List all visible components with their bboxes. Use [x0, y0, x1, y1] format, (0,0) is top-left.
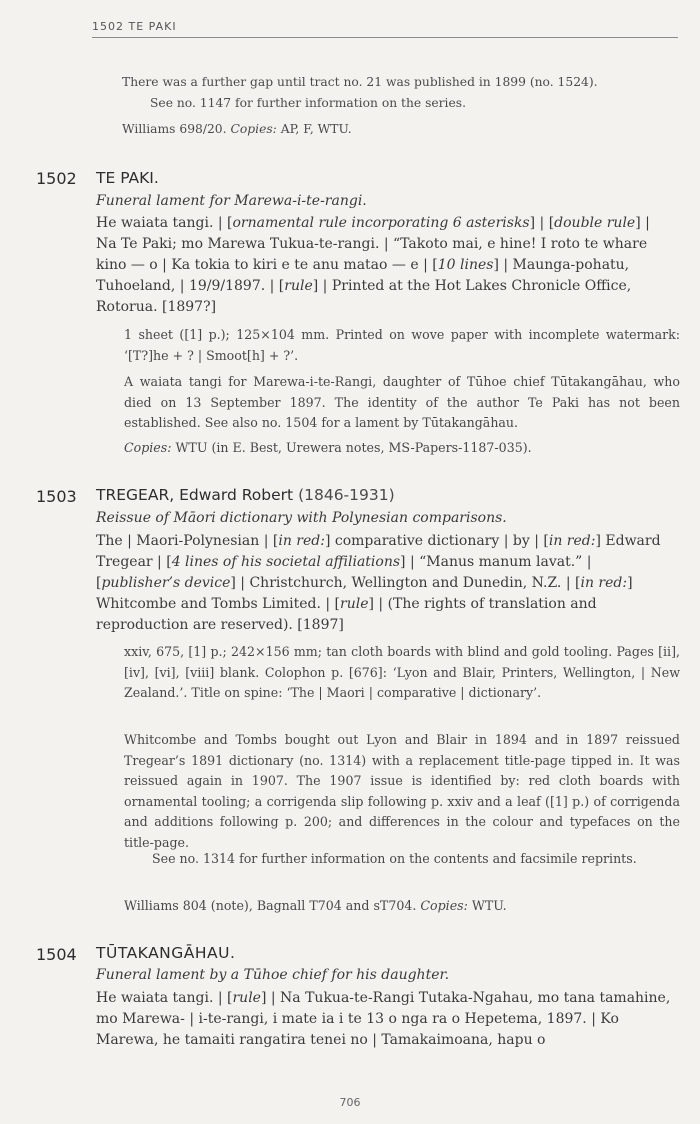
entry-title: Funeral lament for Marewa-i-te-rangi. [96, 193, 367, 209]
entry-note-2: See no. 1314 for further information on the contents and facsimile reprints. [152, 851, 637, 866]
copies-label: Copies: [124, 440, 172, 455]
copies-label: Copies: [420, 898, 468, 913]
entry-heading [96, 486, 395, 504]
references-line [124, 896, 680, 917]
author-dates: (1846-1931) [298, 486, 395, 504]
copies-label: Copies: [230, 122, 277, 136]
physical-description: xxiv, 675, [1] p.; 242×156 mm; tan cloth boards with blind and gold tooling. Pages [ii], [iv], [vi], [viii] blank. Colophon p. [676]: ‘Lyon and Blair, Printers, Wellington, | New Zealand.’. Title on spine: ‘The | Maori | comparative | dictionary’. [124, 644, 680, 700]
entry-number: 1504 [36, 945, 77, 964]
entry-heading: TE PAKI. [96, 169, 159, 187]
prev-references [122, 119, 678, 139]
physical-description: 1 sheet ([1] p.); 125×104 mm. Printed on wove paper with incomplete watermark: ‘[T?]he + ? | Smoot[h] + ?’. [124, 327, 680, 363]
entry-number: 1503 [36, 487, 77, 506]
references-text: Williams 804 (note), Bagnall T704 and sT704. [124, 898, 417, 913]
entry-description: He waiata tangi. | [rule] | Na Tukua-te-Rangi Tutaka-Ngahau, mo tana tamahine, mo Marewa- | i-te-rangi, i mate ia i te 13 o nga ra o Hepetema, 1897. | Ko Marewa, he tamaiti rangatira tenei no | Tamakaimoana, hapu o [96, 990, 671, 1048]
entry-note: A waiata tangi for Marewa-i-te-Rangi, daughter of Tūhoe chief Tūtakangāhau, who died on 13 September 1897. The identity of the author Te Paki has not been established. See also no. 1504 for a lament by Tūtakangāhau. [124, 374, 680, 430]
entry-title: Funeral lament by a Tūhoe chief for his daughter. [96, 967, 450, 983]
entry-title: Reissue of Māori dictionary with Polynesian comparisons. [96, 510, 507, 526]
copies-text: WTU. [471, 898, 507, 913]
entry-heading: TŪTAKANGĀHAU. [96, 944, 236, 962]
copies-line [124, 438, 680, 459]
running-head: 1502 TE PAKI [92, 20, 678, 38]
entry-number: 1502 [36, 169, 77, 188]
entry-note: Whitcombe and Tombs bought out Lyon and Blair in 1894 and in 1897 reissued Tregear’s 1891 dictionary (no. 1314) with a replacement title-page tipped in. It was reissued again in 1907. The 1907 issue is identified by: red cloth boards with ornamental tooling; a corrigenda slip following p. xxiv and a leaf ([1] p.) of corrigenda and additions following p. 200; and differences in the colour and typefaces on the title-page. [124, 732, 680, 850]
prev-note-line-2: See no. 1147 for further information on the series. [150, 96, 466, 110]
prev-note-line-1: There was a further gap until tract no. 21 was published in 1899 (no. 1524). [122, 75, 598, 89]
page-number: 706 [339, 1096, 361, 1109]
entry-description: The | Maori-Polynesian | [in red:] comparative dictionary | by | [in red:] Edward Tregear | [4 lines of his societal affiliations] | “Manus manum lavat.” | [publisher’s device] | Christchurch, Wellington and Dunedin, N.Z. | [in red:] Whitcombe and Tombs Limited. | [rule] | (The rights of translation and reproduction are reserved). [1897] [96, 533, 661, 633]
author-name: TREGEAR, Edward Robert [96, 486, 294, 504]
copies-text: WTU (in E. Best, Urewera notes, MS-Papers-1187-035). [175, 440, 532, 455]
copies-text: AP, F, WTU. [280, 122, 352, 136]
entry-description: He waiata tangi. | [ornamental rule incorporating 6 asterisks] | [double rule] | Na Te Paki; mo Marewa Tukua-te-rangi. | “Takoto mai, e hine! I roto te whare kino — o | Ka tokia to kiri e te anu matao — e | [10 lines] | Maunga-pohatu, Tuhoeland, | 19/9/1897. | [rule] | Printed at the Hot Lakes Chronicle Office, Rotorua. [1897?] [96, 215, 650, 315]
references-text: Williams 698/20. [122, 122, 227, 136]
